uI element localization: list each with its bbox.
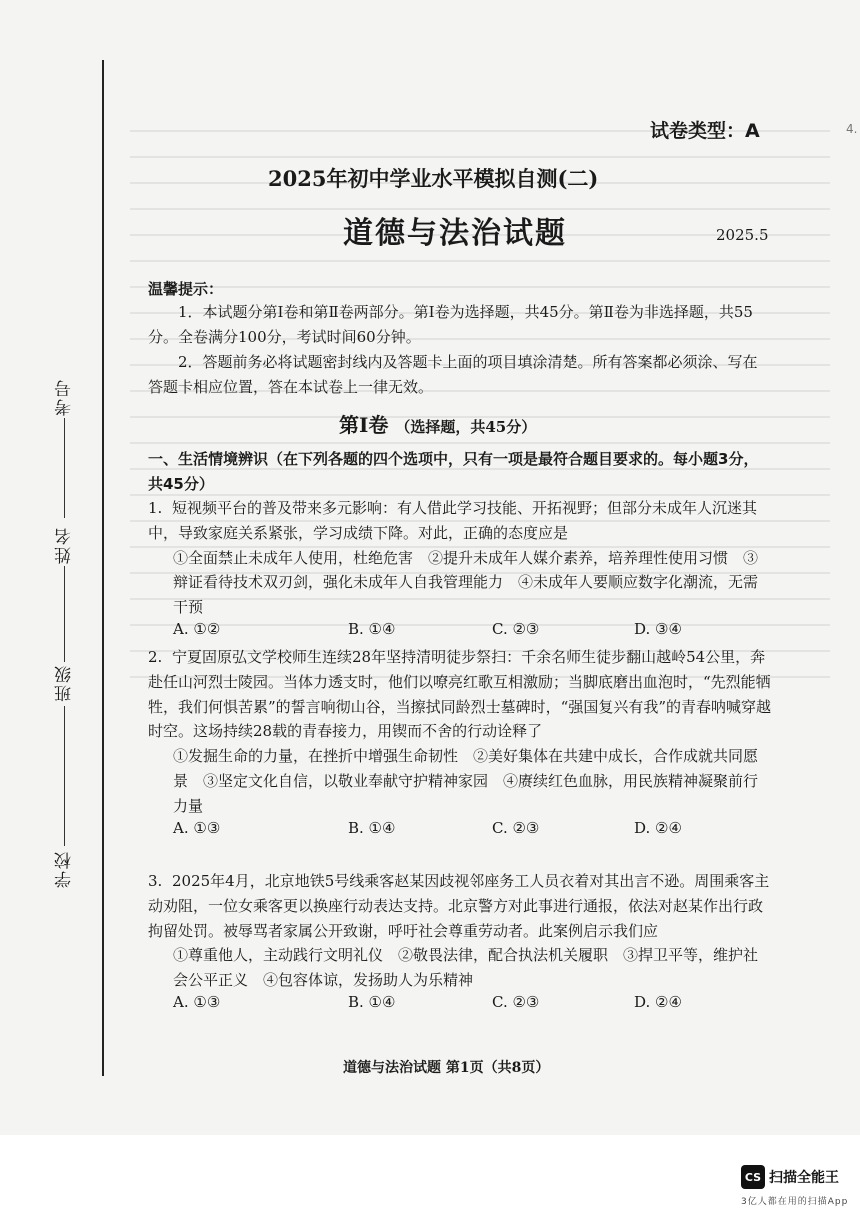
part-subtitle: （选择题，共45分） bbox=[395, 418, 537, 436]
tips-heading: 温馨提示： bbox=[148, 280, 224, 298]
scanner-app-name: 扫描全能王 bbox=[769, 1170, 839, 1186]
options-row bbox=[148, 819, 772, 843]
option-a[interactable]: A. ①② bbox=[173, 619, 221, 638]
subject-title: 道德与法治试题 bbox=[343, 216, 567, 251]
question-statements: ①尊重他人，主动践行文明礼仪 ②敬畏法律，配合执法机关履职 ③捍卫平等，维护社会公平正义 ④包容体谅，发扬助人为乐精神 bbox=[173, 946, 759, 990]
page-footer: 道德与法治试题 第1页（共8页） bbox=[343, 1060, 550, 1076]
corner-mark: 4. bbox=[846, 122, 858, 136]
class-label: 班级 bbox=[55, 664, 75, 702]
option-b[interactable]: B. ①④ bbox=[348, 818, 396, 837]
question-number: 1. bbox=[148, 499, 163, 517]
question-stem bbox=[148, 496, 772, 546]
scanner-slogan: 3亿人都在用的扫描App bbox=[741, 1197, 849, 1207]
question-stem bbox=[148, 869, 772, 943]
question-text: 2025年4月，北京地铁5号线乘客赵某因歧视邻座务工人员衣着对其出言不逊。周围乘客主动劝阻，一位女乘客更以换座行动表达支持。北京警方对此事进行通报，依法对赵某作出行政拘留处罚。被辱骂者家属公开致谢，呼吁社会尊重劳动者。此案例启示我们应 bbox=[148, 872, 770, 940]
seal-line bbox=[102, 60, 104, 1076]
scanner-logo-icon: CS bbox=[741, 1165, 765, 1189]
question-statements: ①全面禁止未成年人使用，杜绝危害 ②提升未成年人媒介素养，培养理性使用习惯 ③辩证看待技术双刃剑，强化未成年人自我管理能力 ④未成年人要顺应数字化潮流，无需干预 bbox=[173, 548, 759, 617]
name-label: 姓名 bbox=[55, 526, 75, 564]
option-d[interactable]: D. ③④ bbox=[634, 619, 682, 638]
question-text: 短视频平台的普及带来多元影响：有人借此学习技能、开拓视野；但部分未成年人沉迷其中，导致家庭关系紧张，学习成绩下降。对此，正确的态度应是 bbox=[148, 499, 758, 542]
option-a[interactable]: A. ①③ bbox=[173, 818, 221, 837]
school-label: 学校 bbox=[55, 850, 75, 888]
question-statements: ①发掘生命的力量，在挫折中增强生命韧性 ②美好集体在共建中成长，合作成就共同愿景 ③坚定文化自信，以敬业奉献守护精神家园 ④赓续红色血脉，用民族精神凝聚前行力量 bbox=[173, 747, 759, 815]
option-c[interactable]: C. ②③ bbox=[492, 818, 540, 837]
exam-number-label: 考号 bbox=[55, 378, 75, 416]
paper-type: 试卷类型：A bbox=[650, 120, 760, 142]
part-title: 第Ⅰ卷 bbox=[339, 413, 389, 437]
exam-title: 2025年初中学业水平模拟自测(二) bbox=[268, 166, 599, 191]
name-blank bbox=[64, 566, 65, 662]
exam-number-blank bbox=[64, 418, 65, 518]
question-stem bbox=[148, 645, 772, 744]
question bbox=[148, 496, 772, 644]
question-number: 2. bbox=[148, 648, 163, 666]
class-blank bbox=[64, 706, 65, 846]
options-row bbox=[148, 620, 772, 644]
question-text: 宁夏固原弘文学校师生连续28年坚持清明徒步祭扫：千余名师生徒步翻山越岭54公里，奔赴任山河烈士陵园。当体力透支时，他们以嘹亮红歌互相激励；当脚底磨出血泡时，“先烈能牺牲，我们何惧苦累”的誓言响彻山谷，当擦拭同龄烈士墓碑时，“强国复兴有我”的青春呐喊穿越时空。这场持续28载的青春接力，用锲而不舍的行动诠释了 bbox=[148, 648, 772, 741]
section-heading: 一、生活情境辨识（在下列各题的四个选项中，只有一项是最符合题目要求的。每小题3分，共45分） bbox=[148, 450, 759, 493]
option-c[interactable]: C. ②③ bbox=[492, 619, 540, 638]
option-a[interactable]: A. ①③ bbox=[173, 992, 221, 1011]
exam-date: 2025.5 bbox=[716, 226, 769, 244]
option-d[interactable]: D. ②④ bbox=[634, 992, 682, 1011]
options-row bbox=[148, 993, 772, 1017]
question bbox=[148, 645, 772, 843]
question-number: 3. bbox=[148, 872, 163, 890]
question bbox=[148, 869, 772, 1017]
option-c[interactable]: C. ②③ bbox=[492, 992, 540, 1011]
option-d[interactable]: D. ②④ bbox=[634, 818, 682, 837]
tip-item: 1．本试题分第Ⅰ卷和第Ⅱ卷两部分。第Ⅰ卷为选择题，共45分。第Ⅱ卷为非选择题，共55分。全卷满分100分，考试时间60分钟。 bbox=[148, 303, 753, 346]
option-b[interactable]: B. ①④ bbox=[348, 992, 396, 1011]
tip-item: 2．答题前务必将试题密封线内及答题卡上面的项目填涂清楚。所有答案都必须涂、写在答题卡相应位置，答在本试卷上一律无效。 bbox=[148, 353, 758, 396]
part-heading bbox=[339, 409, 536, 438]
option-b[interactable]: B. ①④ bbox=[348, 619, 396, 638]
